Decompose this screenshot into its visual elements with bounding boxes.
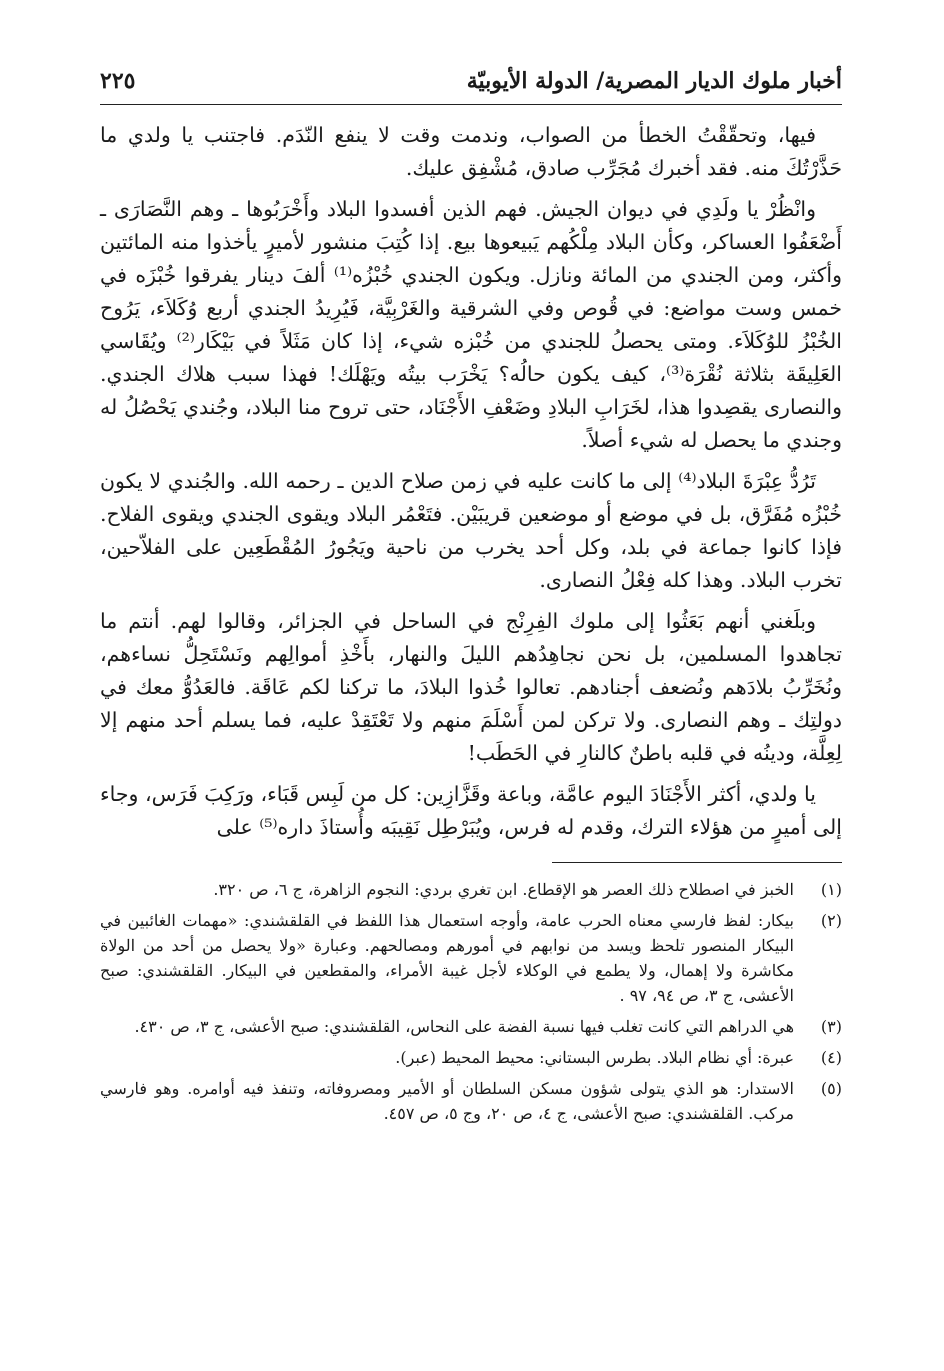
footnote-number: (٤) (820, 1048, 842, 1067)
paragraph: تَرُدُّ عِبْرَةَ البلاد⁽⁴⁾ إلى ما كانت عليه في زمن صلاح الدين ـ رحمه الله. والجُندي لا يكون خُبْزُه مُفَرَّق، بل في موضع أو موضعين قريبَيْن. فتَعْمُر البلاد ويقوى الجندي ويقوى الفلاح. فإذا كانوا جماعة في بلد، وكل أحد يخرب من ناحية ويَجُورُ المُقْطَعِين على الفلاّحين، تخرب البلاد. وهذا كله فِعْلُ النصارى. (100, 469, 842, 592)
paragraph: وبلَغني أنهم بَعَثُوا إلى ملوك الفِرِنْج في الساحل في الجزائر، وقالوا لهم. أنتم ما تجاهدوا المسلمين، بل نحن نجاهِدُهم الليلَ والنهار، بأَخْذِ أموالِهم ونَسْتَحِلُّ نساءهم، ونُخَرِّبُ بلادَهم ونُضعف أجنادهم. تعالوا خُذوا البلادَ، ما تركنا لكم عَاقَة. فالعَدُوُّ معك في دولتِك ـ وهم النصارى. ولا تركن لمن أَسْلَمَ منهم ولا تَعْتَقِدْ عليه، فما يسلم أحد منهم إلا لِعِلَّة، ودينُه في قلبه باطنٌ كالنارِ في الحَطَب! (100, 609, 842, 765)
running-header (100, 62, 842, 105)
footnote-text: عبرة: أي نظام البلاد. بطرس البستاني: محيط المحيط (عبر). (395, 1048, 794, 1067)
paragraph: فيها، وتحقّقْتُ الخطأ من الصواب، وندمت وقت لا ينفع النّدَم. فاجتنب يا ولدي ما حَذَّرْتُكَ منه. فقد أخبرك مُجَرِّب صادق، مُشْفِق عليك. (100, 123, 842, 180)
paragraph: يا ولدي، أكثر الأَجْنَادَ اليوم عامَّة، وباعة وقَزَّازِين: كل من لَبِس قَبَاء، ورَكِبَ فَرَس، وجاء إلى أميرٍ من هؤلاء الترك، وقدم له فرس، ويُبَرْطِل نَقِيبَه وأُستاذَ داره⁽⁵⁾ على (100, 782, 842, 839)
footnote-number: (١) (820, 880, 842, 899)
footnote-number: (٥) (820, 1079, 842, 1098)
book-page (100, 62, 842, 1132)
page-number: ٢٢٥ (100, 68, 136, 94)
footnotes (100, 877, 842, 1126)
running-title: أخبار ملوك الديار المصرية/ الدولة الأيوبيّة (466, 68, 842, 94)
footnote (100, 1045, 842, 1070)
paragraph: وانْظُرْ يا ولَدِي في ديوان الجيش. فهم الذين أفسدوا البلاد وأَخْرَبُوها ـ وهم النَّصَارَى ـ أَضْعَفُوا العساكر، وكأن البلاد مِلْكُهم يَبيعوها بيع. إذا كُتِبَ منشور لأميرٍ يأخذوا منه المائتين وأكثر، ومن الجندي من المائة ونازل. ويكون الجندي خُبْزُه⁽¹⁾ ألفَ دينار يفرقوا خُبْزَه في خمس وست مواضع: في قُوص وفي الشرقية والغَرْبِيَّة، فَيُرِيدُ الجندي أربع وُكَلاَء، يَرُوح الخُبْزُ للوُكَلاَء. ومتى يحصلُ للجندي من خُبْزه شيء، إذا كان مَثَلاً في بَيْكَار⁽²⁾ ويُقَاسي العَلِيقَة بثلاثة نُقْرَة⁽³⁾، كيف يكون حالُه؟ يَخْرَب بيتُه ويَهْلَك! فهذا سبب هلاك الجندي. والنصارى يقصِدوا هذا، لخَرَابِ البلادِ وضَعْفِ الأَجْنَاد، حتى تروح منا البلاد، وجُندي يَحْصُلُ له وجندي ما يحصل له شيء أصلاً. (100, 197, 842, 452)
footnote-separator (552, 862, 842, 863)
footnote (100, 1076, 842, 1126)
footnote-text: الخبز في اصطلاح ذلك العصر هو الإقطاع. ابن تغري بردي: النجوم الزاهرة، ج ٦، ص ٣٢٠. (213, 880, 794, 899)
footnote (100, 1014, 842, 1039)
footnote-text: بيكار: لفظ فارسي معناه الحرب عامة، وأوجه استعمال هذا اللفظ في القلقشندي: «مهمات الغائبين في البيكار المنصور تلحظ ويسد من نوابهم في أمورهم ومصالحهم. وعبارة «ولا يحصل من أحد من الولاة مكاشرة ولا إهمال، ولا يطمع في الوكلاء لأجل غيبة الأمراء، والمقطعين في البيكار. القلقشندي: صبح الأعشى، ج ٣، ص ٩٤، ٩٧ . (100, 911, 794, 1005)
footnote (100, 877, 842, 902)
footnote (100, 908, 842, 1008)
footnote-text: هي الدراهم التي كانت تغلب فيها نسبة الفضة على النحاس، القلقشندي: صبح الأعشى، ج ٣، ص ٤٣٠. (134, 1017, 794, 1036)
footnote-number: (٢) (820, 911, 842, 930)
main-text (100, 119, 842, 844)
footnote-text: الاستدار: هو الذي يتولى شؤون مسكن السلطان أو الأمير ومصروفاته، وتنفذ فيه أوامره. وهو فارسي مركب. القلقشندي: صبح الأعشى، ج ٤، ص ٢٠، وج ٥، ص ٤٥٧. (100, 1079, 794, 1123)
footnote-number: (٣) (820, 1017, 842, 1036)
